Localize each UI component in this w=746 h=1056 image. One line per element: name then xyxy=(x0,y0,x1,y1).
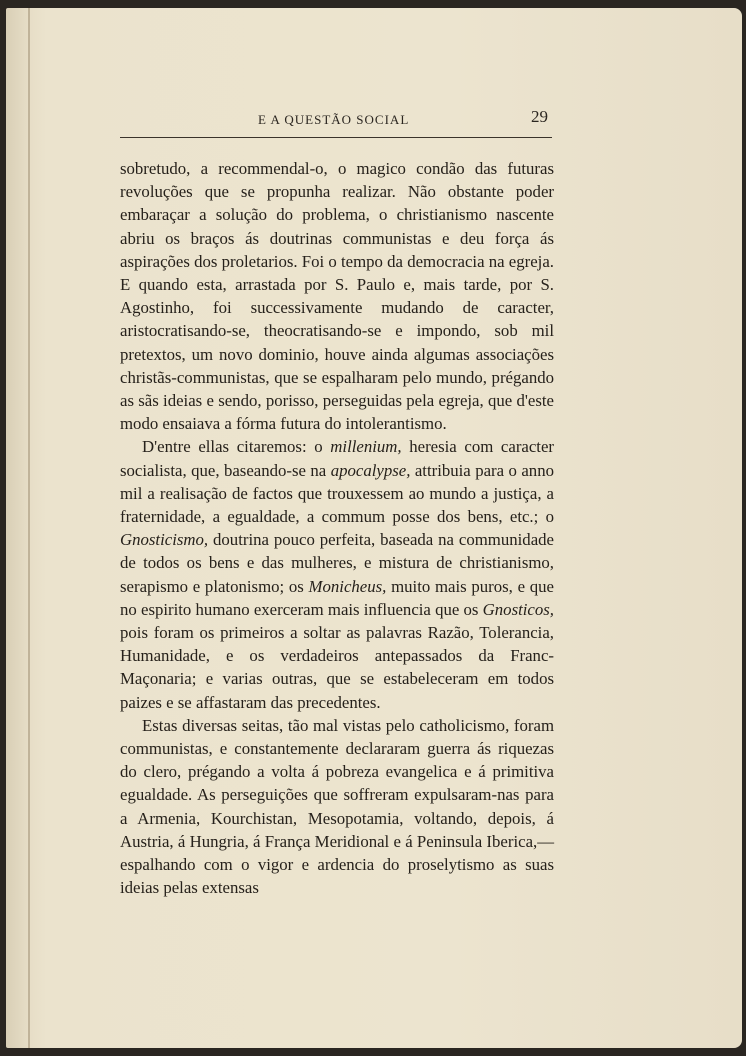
italic-term: Gnosticos, xyxy=(482,599,554,619)
paragraph xyxy=(120,714,554,900)
text-run: muito mais puros, e que no espirito humano exerceram mais influencia que os xyxy=(120,576,554,619)
italic-term: millenium, xyxy=(330,437,402,457)
text-run: D'entre ellas citaremos: o xyxy=(142,437,331,457)
paragraph xyxy=(120,435,554,713)
text-run: Estas diversas seitas, tão mal vistas pelo catholicismo, foram communistas, e constantemente declararam guerra ás riquezas do clero, prégando a volta á pobreza evangelica e á primitiva egualdade. As perseguições que soffreram expulsaram-nas para a Armenia, Kourchistan, Mesopotamia, voltando, depois, á Austria, á Hungria, á França Meridional e á Peninsula Iberica,—espalhando com o vigor e ardencia do proselytismo as suas ideias pelas extensas xyxy=(120,715,554,898)
text-run: heresia com caracter socialista, que, baseando-se na xyxy=(120,437,555,480)
italic-term: apocalypse, xyxy=(330,460,411,480)
italic-term: Monicheus, xyxy=(308,576,387,596)
italic-term: Gnosticismo, xyxy=(120,530,209,550)
page-number: 29 xyxy=(531,107,548,126)
running-title: E A QUESTÃO SOCIAL xyxy=(258,112,410,127)
text-run: sobretudo, a recommendal-o, o magico condão das futuras revoluções que se propunha realizar. Não obstante poder embaraçar a solução do problema, o christianismo nascente abriu os braços ás doutrinas communistas e deu força ás aspirações dos proletarios. Foi o tempo da democracia na egreja. E quando esta, arrastada por S. Paulo e, mais tarde, por S. Agostinho, foi successivamente mudando de caracter, aristocratisando-se, theocratisando-se e impondo, sob mil pretextos, um novo dominio, houve ainda algumas associações christãs-communistas, que se espalharam pelo mundo, prégando as sãs ideias e sendo, porisso, perseguidas pela egreja, que d'este modo ensaiava a fórma futura do intolerantismo. xyxy=(120,159,554,434)
page-gutter xyxy=(28,8,30,1048)
body-text xyxy=(120,157,554,900)
text-run: attribuia para o anno mil a realisação de factos que trouxessem ao mundo a justiça, a fraternidade, a egualdade, a commum posse dos bens, etc.; o xyxy=(120,460,554,527)
running-head xyxy=(0,107,746,134)
paragraph xyxy=(120,157,554,435)
text-run: pois foram os primeiros a soltar as palavras Razão, Tolerancia, Humanidade, e os verdadeiros antepassados da Franc-Maçonaria; e varias outras, que se estabeleceram em todos paizes e se affastaram das precedentes. xyxy=(120,623,554,712)
text-run: doutrina pouco perfeita, baseada na communidade de todos os bens e das mulheres, e mistura de christianismo, serapismo e platonismo; os xyxy=(120,530,554,596)
header-rule xyxy=(120,137,552,138)
